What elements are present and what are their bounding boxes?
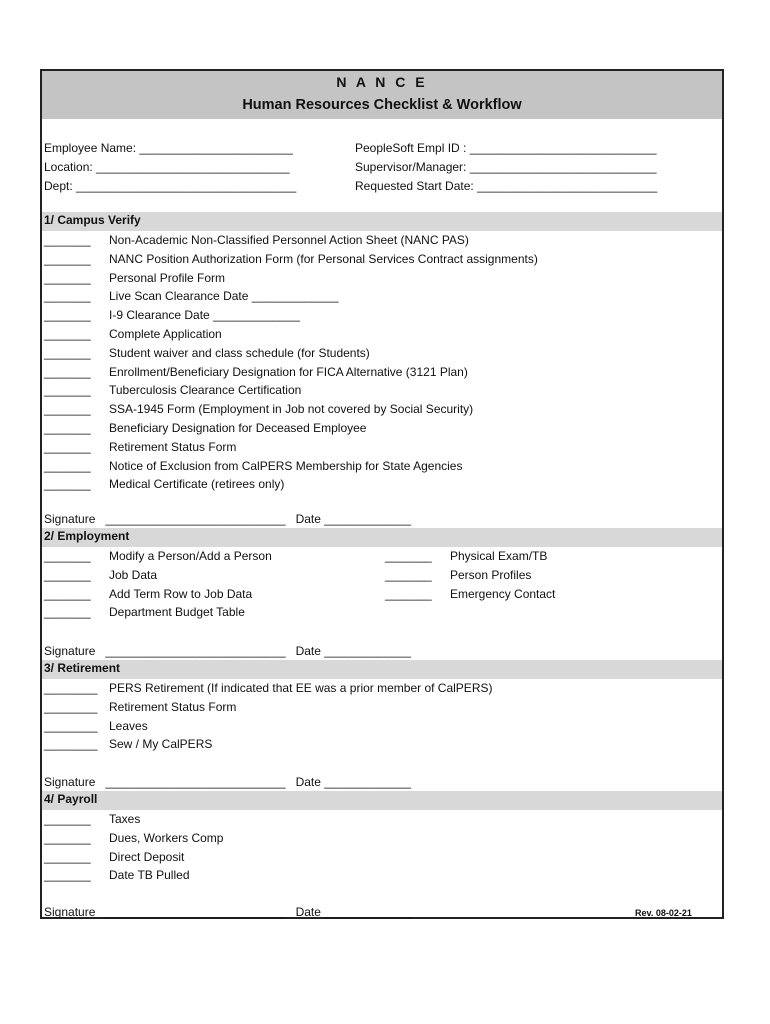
hr-checklist-form (40, 69, 724, 919)
dept-field[interactable]: Dept: _________________________________ (44, 179, 297, 193)
checklist-item: SSA-1945 Form (Employment in Job not covered by Social Security) (109, 402, 474, 417)
checkbox-blank[interactable]: _______ (44, 233, 91, 247)
section-title: 1/ Campus Verify (44, 213, 141, 227)
checklist-item: Modify a Person/Add a Person (109, 549, 272, 563)
checkbox-blank[interactable]: _______ (44, 830, 91, 845)
signature-line[interactable]: Signature ___________________________ Date _____________ (44, 775, 412, 789)
start-date-field[interactable]: Requested Start Date: ___________________________ (355, 179, 658, 193)
checklist-item: Date TB Pulled (109, 868, 190, 883)
checkbox-blank[interactable]: _______ (385, 586, 432, 601)
section-payroll (42, 791, 722, 810)
form-header (42, 71, 722, 119)
checkbox-blank[interactable]: _______ (44, 477, 91, 492)
checkbox-blank[interactable]: _______ (44, 383, 91, 398)
checkbox-blank[interactable]: _______ (44, 586, 91, 601)
checkbox-blank[interactable]: _______ (44, 605, 91, 620)
location-field[interactable]: Location: _____________________________ (44, 160, 290, 174)
signature-line[interactable]: Signature ___________________________ Date _____________ (44, 512, 412, 526)
checkbox-blank[interactable]: _______ (44, 345, 91, 360)
checkbox-blank[interactable]: _______ (44, 458, 91, 473)
checkbox-blank[interactable]: ________ (44, 699, 98, 714)
org-name: N A N C E (336, 74, 428, 90)
checklist-item: Department Budget Table (109, 605, 245, 620)
checkbox-blank[interactable]: _______ (44, 849, 91, 864)
checklist-item: Student waiver and class schedule (for Students) (109, 345, 370, 360)
checklist-item: Retirement Status Form (109, 439, 237, 454)
checklist-item: Enrollment/Beneficiary Designation for FICA Alternative (3121 Plan) (109, 364, 468, 379)
checklist-item: Job Data (109, 567, 158, 582)
checkbox-blank[interactable]: _______ (44, 549, 91, 563)
checklist-item: Direct Deposit (109, 849, 185, 864)
form-title: Human Resources Checklist & Workflow (242, 97, 522, 113)
checklist-item: Dues, Workers Comp (109, 830, 224, 845)
checkbox-blank[interactable]: _______ (44, 308, 91, 323)
checklist-item: I-9 Clearance Date _____________ (109, 308, 300, 323)
checklist-item: Person Profiles (450, 567, 532, 582)
checklist-item: Sew / My CalPERS (109, 737, 213, 752)
checkbox-blank[interactable]: _______ (385, 567, 432, 582)
checkbox-blank[interactable]: _______ (44, 868, 91, 883)
checkbox-blank[interactable]: _______ (44, 567, 91, 582)
section-campus-verify (42, 212, 722, 231)
checkbox-blank[interactable]: _______ (44, 439, 91, 454)
checkbox-blank[interactable]: _______ (44, 402, 91, 417)
employee-name-field[interactable]: Employee Name: _______________________ (44, 141, 293, 155)
checkbox-blank[interactable]: _______ (44, 421, 91, 435)
section-title: 2/ Employment (44, 529, 130, 543)
section-title: 4/ Payroll (44, 792, 98, 806)
checklist-item: Tuberculosis Clearance Certification (109, 383, 302, 398)
checkbox-blank[interactable]: _______ (44, 364, 91, 379)
checkbox-blank[interactable]: ________ (44, 718, 98, 733)
checkbox-blank[interactable]: ________ (44, 681, 98, 695)
checkbox-blank[interactable]: _______ (44, 289, 91, 304)
supervisor-field[interactable]: Supervisor/Manager: ____________________________ (355, 160, 657, 174)
checkbox-blank[interactable]: ________ (44, 737, 98, 752)
checklist-item: Complete Application (109, 327, 222, 341)
checkbox-blank[interactable]: _______ (44, 812, 91, 826)
section-retirement (42, 660, 722, 679)
section-employment (42, 528, 722, 547)
checklist-item: Notice of Exclusion from CalPERS Membership for State Agencies (109, 458, 463, 473)
checklist-item: Leaves (109, 718, 148, 733)
checklist-item: Medical Certificate (retirees only) (109, 477, 285, 492)
checklist-item: PERS Retirement (If indicated that EE was a prior member of CalPERS) (109, 681, 493, 695)
checklist-item: Live Scan Clearance Date _____________ (109, 289, 339, 304)
checkbox-blank[interactable]: _______ (44, 327, 91, 341)
checklist-item: Emergency Contact (450, 586, 556, 601)
checklist-item: Add Term Row to Job Data (109, 586, 253, 601)
signature-line[interactable]: Signature ___________________________ Date _____________ (44, 644, 412, 658)
checkbox-blank[interactable]: _______ (385, 549, 432, 563)
checklist-item: Retirement Status Form (109, 699, 237, 714)
checklist-item: Taxes (109, 812, 141, 826)
section-title: 3/ Retirement (44, 661, 121, 675)
checklist-item: NANC Position Authorization Form (for Personal Services Contract assignments) (109, 251, 538, 266)
checkbox-blank[interactable]: _______ (44, 251, 91, 266)
peoplesoft-id-field[interactable]: PeopleSoft Empl ID : ____________________________ (355, 141, 657, 155)
checklist-item: Non-Academic Non-Classified Personnel Action Sheet (NANC PAS) (109, 233, 469, 247)
revision-label: Rev. 08-02-21 (635, 908, 692, 918)
checklist-item: Beneficiary Designation for Deceased Employee (109, 421, 367, 435)
checkbox-blank[interactable]: _______ (44, 270, 91, 285)
signature-line[interactable]: Signature ___________________________ Date _____________ (44, 905, 412, 919)
checklist-item: Physical Exam/TB (450, 549, 548, 563)
checklist-item: Personal Profile Form (109, 270, 226, 285)
